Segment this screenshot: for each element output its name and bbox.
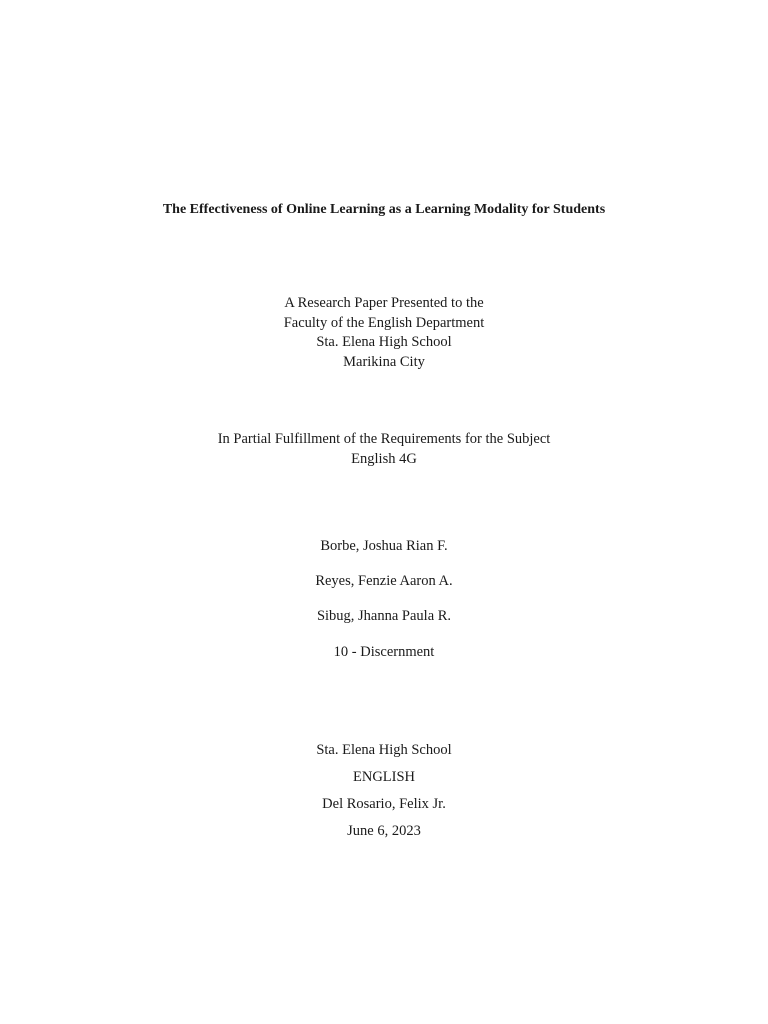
submission-subject: ENGLISH [352, 769, 416, 785]
submission-teacher: Del Rosario, Felix Jr. [322, 796, 446, 812]
presentation-line-4: Marikina City [343, 354, 425, 370]
author-2: Reyes, Fenzie Aaron A. [315, 573, 453, 589]
fulfillment-line-2: English 4G [351, 451, 417, 467]
paper-title: The Effectiveness of Online Learning as a Learning Modality for Students [162, 202, 606, 217]
submission-date: June 6, 2023 [347, 823, 421, 839]
author-1: Borbe, Joshua Rian F. [320, 538, 448, 554]
section-label: 10 - Discernment [333, 644, 435, 660]
author-3: Sibug, Jhanna Paula R. [316, 608, 452, 624]
presentation-line-2: Faculty of the English Department [283, 315, 485, 331]
submission-school: Sta. Elena High School [316, 742, 452, 758]
fulfillment-line-1: In Partial Fulfillment of the Requirements for the Subject [217, 431, 551, 447]
presentation-line-1: A Research Paper Presented to the [284, 295, 484, 311]
presentation-line-3: Sta. Elena High School [316, 334, 452, 350]
